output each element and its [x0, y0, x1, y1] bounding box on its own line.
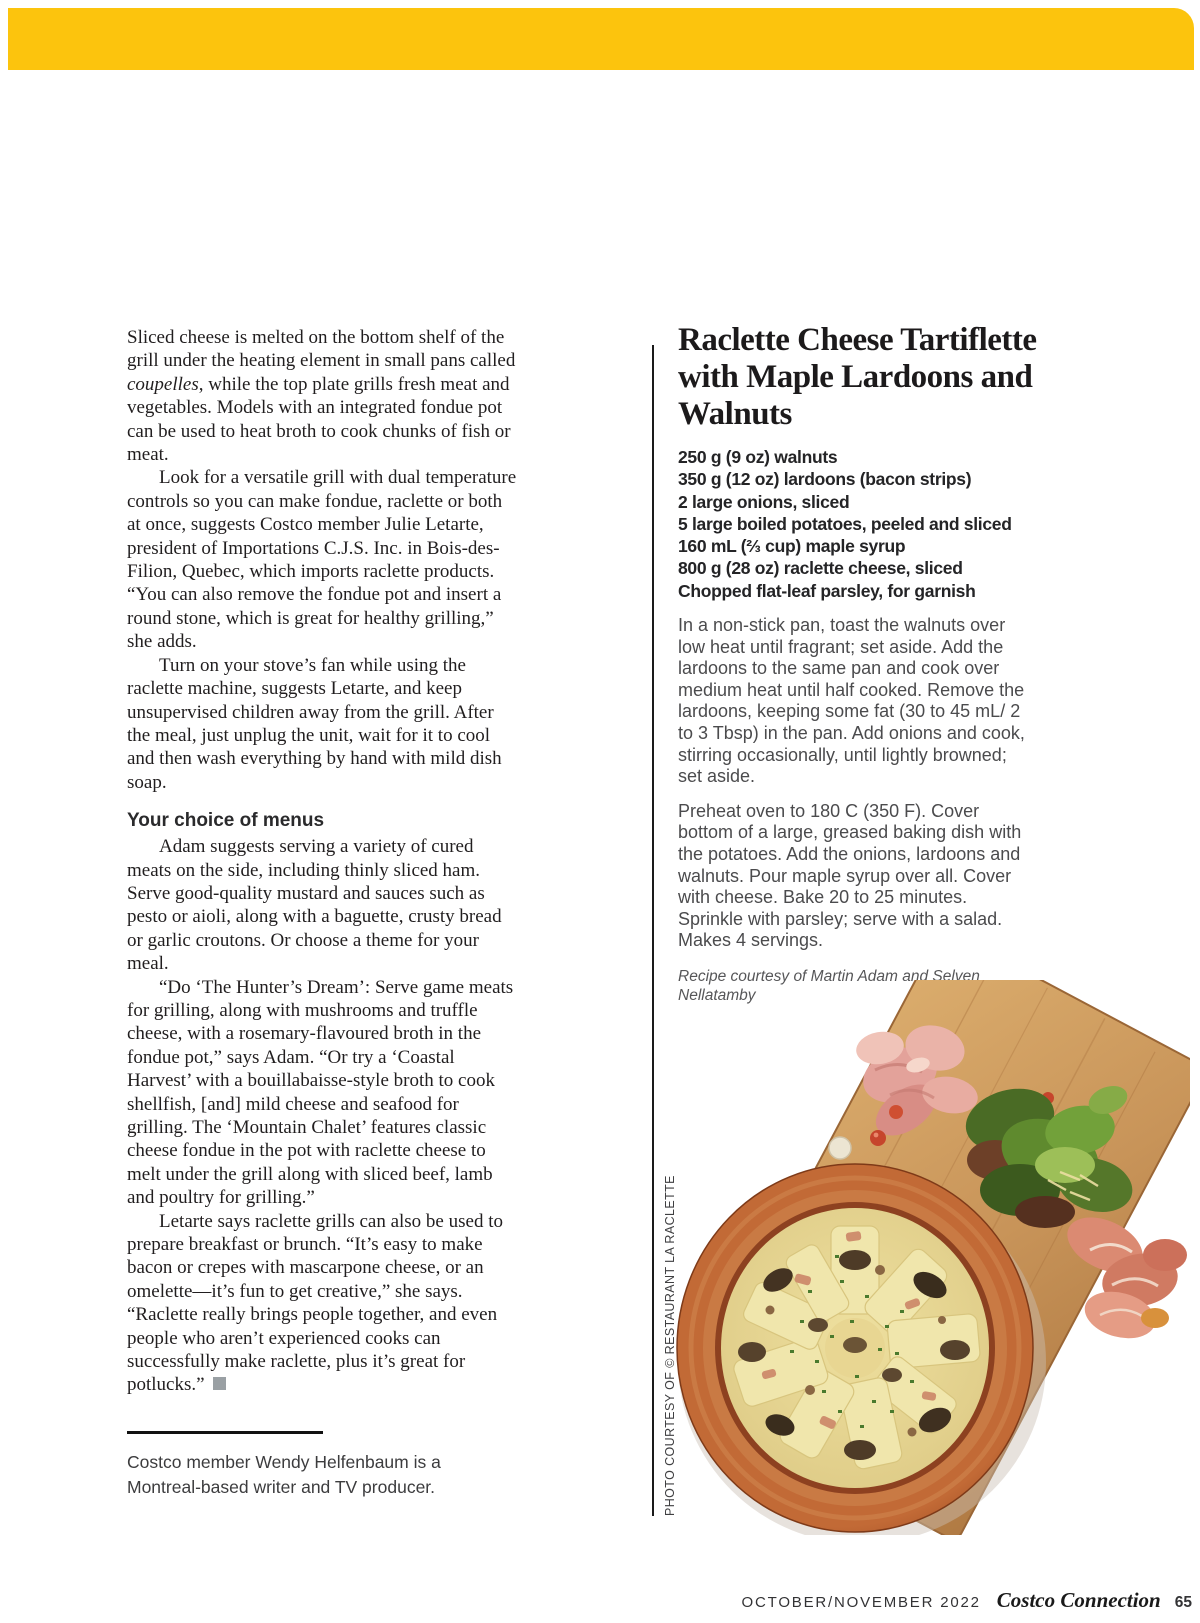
- article-paragraph: [127, 326, 519, 466]
- article-paragraph: [127, 1210, 519, 1397]
- ingredient-item: 250 g (9 oz) walnuts: [678, 447, 838, 467]
- recipe-step: In a non-stick pan, toast the walnuts over low heat until fragrant; set aside. Add the lardoons to the same pan and cook over medium heat until half cooked. Remove the lardoons, keeping some fat (30 to 45 mL/ 2 to 3 Tbsp) in the pan. Add onions and cook, stirring occasionally, until lightly browned; set aside.: [678, 615, 1025, 787]
- ingredient-item: 2 large onions, sliced: [678, 491, 850, 512]
- paragraph-text: Letarte says raclette grills can also be used to prepare breakfast or brunch. “It’s easy to make bacon or crepes with mascarpone cheese, or an omelette—it’s fun to get creative,” she says. “Raclette really brings people together, and even people who aren’t experienced cooks can successfully make raclette, plus it’s great for potlucks.”: [127, 1210, 503, 1396]
- ingredient-item: 350 g (12 oz) lardoons (bacon strips): [678, 469, 972, 490]
- article-paragraph: Adam suggests serving a variety of cured meats on the side, including thinly sliced ham. Serve good-quality mustard and sauces such as pesto or aioli, along with a baguette, crusty bread or garlic croutons. Or choose a theme for your meal.: [127, 836, 502, 975]
- article-paragraph: “Do ‘The Hunter’s Dream’: Serve game meats for grilling, along with mushrooms and truffle cheese, with a rosemary-flavoured broth in the fondue pot,” says Adam. “Or try a ‘Coastal Harvest’ with a bouillabaisse-style broth to cook shellfish, [and] mild cheese and seafood for grilling. The ‘Mountain Chalet’ features classic cheese fondue in the pot with raclette cheese to melt under the grill along with sliced beef, lamb and poultry for grilling.”: [127, 976, 514, 1209]
- italic-term: coupelles: [127, 373, 199, 395]
- article-column: [127, 326, 519, 1500]
- author-bio: Costco member Wendy Helfenbaum is a Montreal-based writer and TV producer.: [127, 1451, 441, 1497]
- magazine-title: Costco Connection: [996, 1588, 1161, 1612]
- dish-photo: [650, 980, 1190, 1535]
- paragraph-text: Sliced cheese is melted on the bottom shelf of the grill under the heating element in small pans called: [127, 327, 516, 372]
- recipe-credit: Recipe courtesy of Martin Adam and Selven Nellatamby: [678, 967, 980, 1004]
- recipe-title: Raclette Cheese Tartiflette with Maple Lardoons and Walnuts: [678, 322, 1037, 432]
- top-banner: [8, 8, 1194, 70]
- ingredient-item: Chopped flat-leaf parsley, for garnish: [678, 580, 976, 601]
- paragraph-text: , while the top plate grills fresh meat and vegetables. Models with an integrated fondue pot can be used to heat broth to cook chunks of fish or meat.: [127, 373, 511, 466]
- ingredient-list: [678, 446, 1038, 602]
- ingredient-item: 800 g (28 oz) raclette cheese, sliced: [678, 558, 963, 579]
- page-footer: [0, 1588, 1192, 1613]
- recipe-column: [678, 322, 1038, 1005]
- ingredient-item: 5 large boiled potatoes, peeled and sliced: [678, 513, 1012, 534]
- issue-date: OCTOBER/NOVEMBER 2022: [741, 1594, 981, 1611]
- ingredient-item: 160 mL (⅔ cup) maple syrup: [678, 536, 906, 557]
- article-paragraph: Turn on your stove’s fan while using the raclette machine, suggests Letarte, and keep unsupervised children away from the grill. After the meal, just unplug the unit, wait for it to cool and then wash everything by hand with mild dish soap.: [127, 654, 502, 793]
- page-number: 65: [1174, 1594, 1192, 1611]
- end-mark: [213, 1377, 226, 1390]
- recipe-step: Preheat oven to 180 C (350 F). Cover bottom of a large, greased baking dish with the potatoes. Add the onions, lardoons and walnuts. Pour maple syrup over all. Cover with cheese. Bake 20 to 25 minutes. Sprinkle with parsley; serve with a salad. Makes 4 servings.: [678, 800, 1022, 951]
- bio-divider: [127, 1431, 323, 1434]
- section-subhead: Your choice of menus: [127, 810, 325, 832]
- photo-credit: PHOTO COURTESY OF © RESTAURANT LA RACLETTE: [663, 1175, 677, 1516]
- article-paragraph: Look for a versatile grill with dual temperature controls so you can make fondue, raclette or both at once, suggests Costco member Julie Letarte, president of Importations C.J.S. Inc. in Bois-des-Filion, Quebec, which imports raclette products. “You can also remove the fondue pot and insert a round stone, which is great for healthy grilling,” she adds.: [127, 467, 517, 653]
